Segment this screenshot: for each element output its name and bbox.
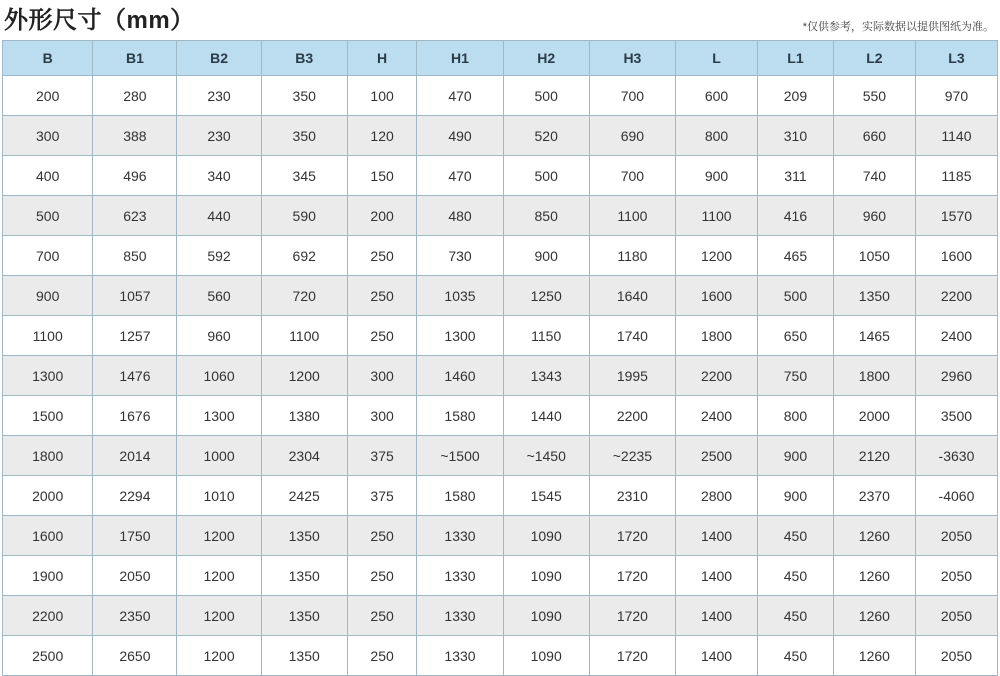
table-cell: 1330: [417, 516, 503, 556]
table-cell: 416: [758, 196, 834, 236]
table-cell: 900: [758, 476, 834, 516]
table-cell: 1260: [833, 556, 915, 596]
table-cell: 375: [347, 476, 417, 516]
table-cell: 1545: [503, 476, 589, 516]
column-header-b3: B3: [261, 41, 347, 76]
table-row: [3, 636, 998, 676]
table-cell: 1400: [676, 556, 758, 596]
table-row: [3, 196, 998, 236]
table-cell: 750: [758, 356, 834, 396]
table-cell: 2425: [261, 476, 347, 516]
table-cell-key: 2000: [3, 476, 93, 516]
table-row: [3, 116, 998, 156]
table-cell: 1640: [589, 276, 675, 316]
table-cell: 440: [177, 196, 261, 236]
table-cell: 1200: [676, 236, 758, 276]
table-cell: 2050: [915, 636, 997, 676]
table-row: [3, 556, 998, 596]
table-cell: 1600: [915, 236, 997, 276]
table-cell: 470: [417, 76, 503, 116]
table-row: [3, 356, 998, 396]
table-cell: 2310: [589, 476, 675, 516]
table-cell: 960: [177, 316, 261, 356]
table-cell: 1010: [177, 476, 261, 516]
table-cell: 2000: [833, 396, 915, 436]
table-cell: 1150: [503, 316, 589, 356]
table-cell: 970: [915, 76, 997, 116]
table-cell: 2800: [676, 476, 758, 516]
table-cell: 2650: [93, 636, 177, 676]
table-cell: 3500: [915, 396, 997, 436]
table-row: [3, 276, 998, 316]
table-cell: 1476: [93, 356, 177, 396]
column-header-h2: H2: [503, 41, 589, 76]
table-cell: 740: [833, 156, 915, 196]
table-cell: 520: [503, 116, 589, 156]
table-cell: 800: [676, 116, 758, 156]
table-row: [3, 156, 998, 196]
table-cell: 1257: [93, 316, 177, 356]
table-cell: 350: [261, 76, 347, 116]
column-header-h3: H3: [589, 41, 675, 76]
table-body: [3, 76, 998, 676]
column-header-l1: L1: [758, 41, 834, 76]
table-cell: 1000: [177, 436, 261, 476]
table-cell: 1050: [833, 236, 915, 276]
table-cell: 470: [417, 156, 503, 196]
table-cell: 690: [589, 116, 675, 156]
table-cell: 310: [758, 116, 834, 156]
table-cell: 1400: [676, 516, 758, 556]
table-cell: 1140: [915, 116, 997, 156]
table-cell: 1676: [93, 396, 177, 436]
table-cell: 250: [347, 556, 417, 596]
table-row: [3, 396, 998, 436]
table-cell: 1465: [833, 316, 915, 356]
table-cell-key: 1100: [3, 316, 93, 356]
table-cell: ~1500: [417, 436, 503, 476]
table-cell: 345: [261, 156, 347, 196]
table-cell: 1800: [676, 316, 758, 356]
title-row: [0, 0, 1000, 36]
table-cell: 480: [417, 196, 503, 236]
table-cell: 1350: [833, 276, 915, 316]
table-cell-key: 2200: [3, 596, 93, 636]
table-cell: 900: [758, 436, 834, 476]
table-cell: 230: [177, 76, 261, 116]
table-cell-key: 500: [3, 196, 93, 236]
table-cell: 660: [833, 116, 915, 156]
table-cell: 100: [347, 76, 417, 116]
table-cell: 692: [261, 236, 347, 276]
table-cell: 1090: [503, 596, 589, 636]
table-cell: 465: [758, 236, 834, 276]
table-cell-key: 300: [3, 116, 93, 156]
table-cell: 1720: [589, 516, 675, 556]
table-cell: 592: [177, 236, 261, 276]
table-cell: 1720: [589, 556, 675, 596]
table-cell: 450: [758, 636, 834, 676]
table-cell: 2050: [915, 556, 997, 596]
table-cell: 300: [347, 396, 417, 436]
table-cell: 1090: [503, 556, 589, 596]
table-cell: 550: [833, 76, 915, 116]
table-cell: 496: [93, 156, 177, 196]
table-cell: 450: [758, 556, 834, 596]
table-row: [3, 516, 998, 556]
table-cell: 2294: [93, 476, 177, 516]
column-header-l2: L2: [833, 41, 915, 76]
column-header-b: B: [3, 41, 93, 76]
table-cell: 623: [93, 196, 177, 236]
table-cell: 1995: [589, 356, 675, 396]
table-cell: 2370: [833, 476, 915, 516]
table-cell: 2200: [676, 356, 758, 396]
table-cell: ~2235: [589, 436, 675, 476]
table-cell: 1380: [261, 396, 347, 436]
table-cell: 1090: [503, 636, 589, 676]
table-cell: 500: [503, 76, 589, 116]
table-cell: 1800: [833, 356, 915, 396]
table-cell: 2050: [915, 516, 997, 556]
table-cell: 1200: [261, 356, 347, 396]
table-cell: 300: [347, 356, 417, 396]
table-header-row: [3, 41, 998, 76]
column-header-h: H: [347, 41, 417, 76]
table-cell: 1570: [915, 196, 997, 236]
table-cell-key: 900: [3, 276, 93, 316]
table-cell: 150: [347, 156, 417, 196]
table-cell: 1580: [417, 476, 503, 516]
table-cell: 590: [261, 196, 347, 236]
table-cell: 600: [676, 76, 758, 116]
table-cell: ~1450: [503, 436, 589, 476]
table-cell: 1100: [589, 196, 675, 236]
table-cell: 1260: [833, 636, 915, 676]
table-cell: 1300: [177, 396, 261, 436]
table-cell-key: 1800: [3, 436, 93, 476]
table-cell: 730: [417, 236, 503, 276]
table-cell: 1180: [589, 236, 675, 276]
table-cell: 2014: [93, 436, 177, 476]
table-cell-key: 1600: [3, 516, 93, 556]
table-cell-key: 400: [3, 156, 93, 196]
table-cell: 230: [177, 116, 261, 156]
table-cell: 900: [676, 156, 758, 196]
column-header-l: L: [676, 41, 758, 76]
table-cell: 1350: [261, 556, 347, 596]
table-cell: 850: [93, 236, 177, 276]
table-cell: 2400: [915, 316, 997, 356]
table-cell: 120: [347, 116, 417, 156]
table-cell-key: 1500: [3, 396, 93, 436]
table-cell: 2200: [589, 396, 675, 436]
table-row: [3, 316, 998, 356]
table-cell: 1200: [177, 596, 261, 636]
table-cell: 340: [177, 156, 261, 196]
table-cell: 560: [177, 276, 261, 316]
table-cell: 650: [758, 316, 834, 356]
table-cell: 1260: [833, 516, 915, 556]
table-cell: 1400: [676, 636, 758, 676]
table-cell: 200: [347, 196, 417, 236]
table-cell: 350: [261, 116, 347, 156]
table-cell: 250: [347, 636, 417, 676]
table-cell: 2500: [676, 436, 758, 476]
dimensions-table: [2, 40, 998, 676]
table-cell: 1250: [503, 276, 589, 316]
table-cell: 1090: [503, 516, 589, 556]
table-cell: 700: [589, 76, 675, 116]
table-cell: 1300: [417, 316, 503, 356]
table-cell: 1057: [93, 276, 177, 316]
column-header-l3: L3: [915, 41, 997, 76]
table-cell: 388: [93, 116, 177, 156]
table-cell: 250: [347, 276, 417, 316]
page-title: 外形尺寸（mm）: [4, 7, 195, 34]
column-header-b2: B2: [177, 41, 261, 76]
table-cell: 1720: [589, 636, 675, 676]
table-cell: -4060: [915, 476, 997, 516]
table-cell: 2304: [261, 436, 347, 476]
table-cell: 250: [347, 596, 417, 636]
table-cell: 2050: [93, 556, 177, 596]
table-cell: 2960: [915, 356, 997, 396]
table-cell: 1600: [676, 276, 758, 316]
table-cell: 490: [417, 116, 503, 156]
table-cell: 850: [503, 196, 589, 236]
table-cell-key: 700: [3, 236, 93, 276]
table-cell: 375: [347, 436, 417, 476]
table-cell: 1330: [417, 636, 503, 676]
table-cell: 1330: [417, 556, 503, 596]
table-cell: 2050: [915, 596, 997, 636]
table-cell: 1400: [676, 596, 758, 636]
table-cell: 1185: [915, 156, 997, 196]
table-cell: 1200: [177, 516, 261, 556]
table-cell: 1350: [261, 636, 347, 676]
table-cell: 311: [758, 156, 834, 196]
column-header-h1: H1: [417, 41, 503, 76]
table-cell: 800: [758, 396, 834, 436]
table-cell: 700: [589, 156, 675, 196]
table-cell: 250: [347, 316, 417, 356]
table-cell: 1750: [93, 516, 177, 556]
table-cell: 2120: [833, 436, 915, 476]
table-cell: 1100: [676, 196, 758, 236]
table-cell: -3630: [915, 436, 997, 476]
table-cell: 1200: [177, 556, 261, 596]
table-cell: 250: [347, 516, 417, 556]
table-cell: 1100: [261, 316, 347, 356]
table-cell-key: 1300: [3, 356, 93, 396]
table-cell: 1460: [417, 356, 503, 396]
table-cell: 2400: [676, 396, 758, 436]
table-header: [3, 41, 998, 76]
table-cell: 2200: [915, 276, 997, 316]
table-cell: 1035: [417, 276, 503, 316]
table-cell: 1740: [589, 316, 675, 356]
table-cell: 2350: [93, 596, 177, 636]
table-cell: 500: [503, 156, 589, 196]
table-cell: 250: [347, 236, 417, 276]
table-cell: 960: [833, 196, 915, 236]
table-cell: 450: [758, 596, 834, 636]
table-cell-key: 2500: [3, 636, 93, 676]
table-cell: 1350: [261, 516, 347, 556]
table-cell: 280: [93, 76, 177, 116]
table-row: [3, 236, 998, 276]
table-cell: 209: [758, 76, 834, 116]
table-row: [3, 476, 998, 516]
disclaimer-note: *仅供参考，实际数据以提供图纸为准。: [802, 21, 994, 33]
table-cell: 1330: [417, 596, 503, 636]
table-cell-key: 1900: [3, 556, 93, 596]
table-cell: 720: [261, 276, 347, 316]
table-cell-key: 200: [3, 76, 93, 116]
table-row: [3, 596, 998, 636]
column-header-b1: B1: [93, 41, 177, 76]
table-cell: 1343: [503, 356, 589, 396]
table-row: [3, 436, 998, 476]
table-cell: 1200: [177, 636, 261, 676]
table-cell: 1350: [261, 596, 347, 636]
table-cell: 1260: [833, 596, 915, 636]
table-cell: 1720: [589, 596, 675, 636]
table-cell: 900: [503, 236, 589, 276]
table-cell: 1060: [177, 356, 261, 396]
table-cell: 450: [758, 516, 834, 556]
table-row: [3, 76, 998, 116]
table-cell: 500: [758, 276, 834, 316]
table-cell: 1580: [417, 396, 503, 436]
table-cell: 1440: [503, 396, 589, 436]
